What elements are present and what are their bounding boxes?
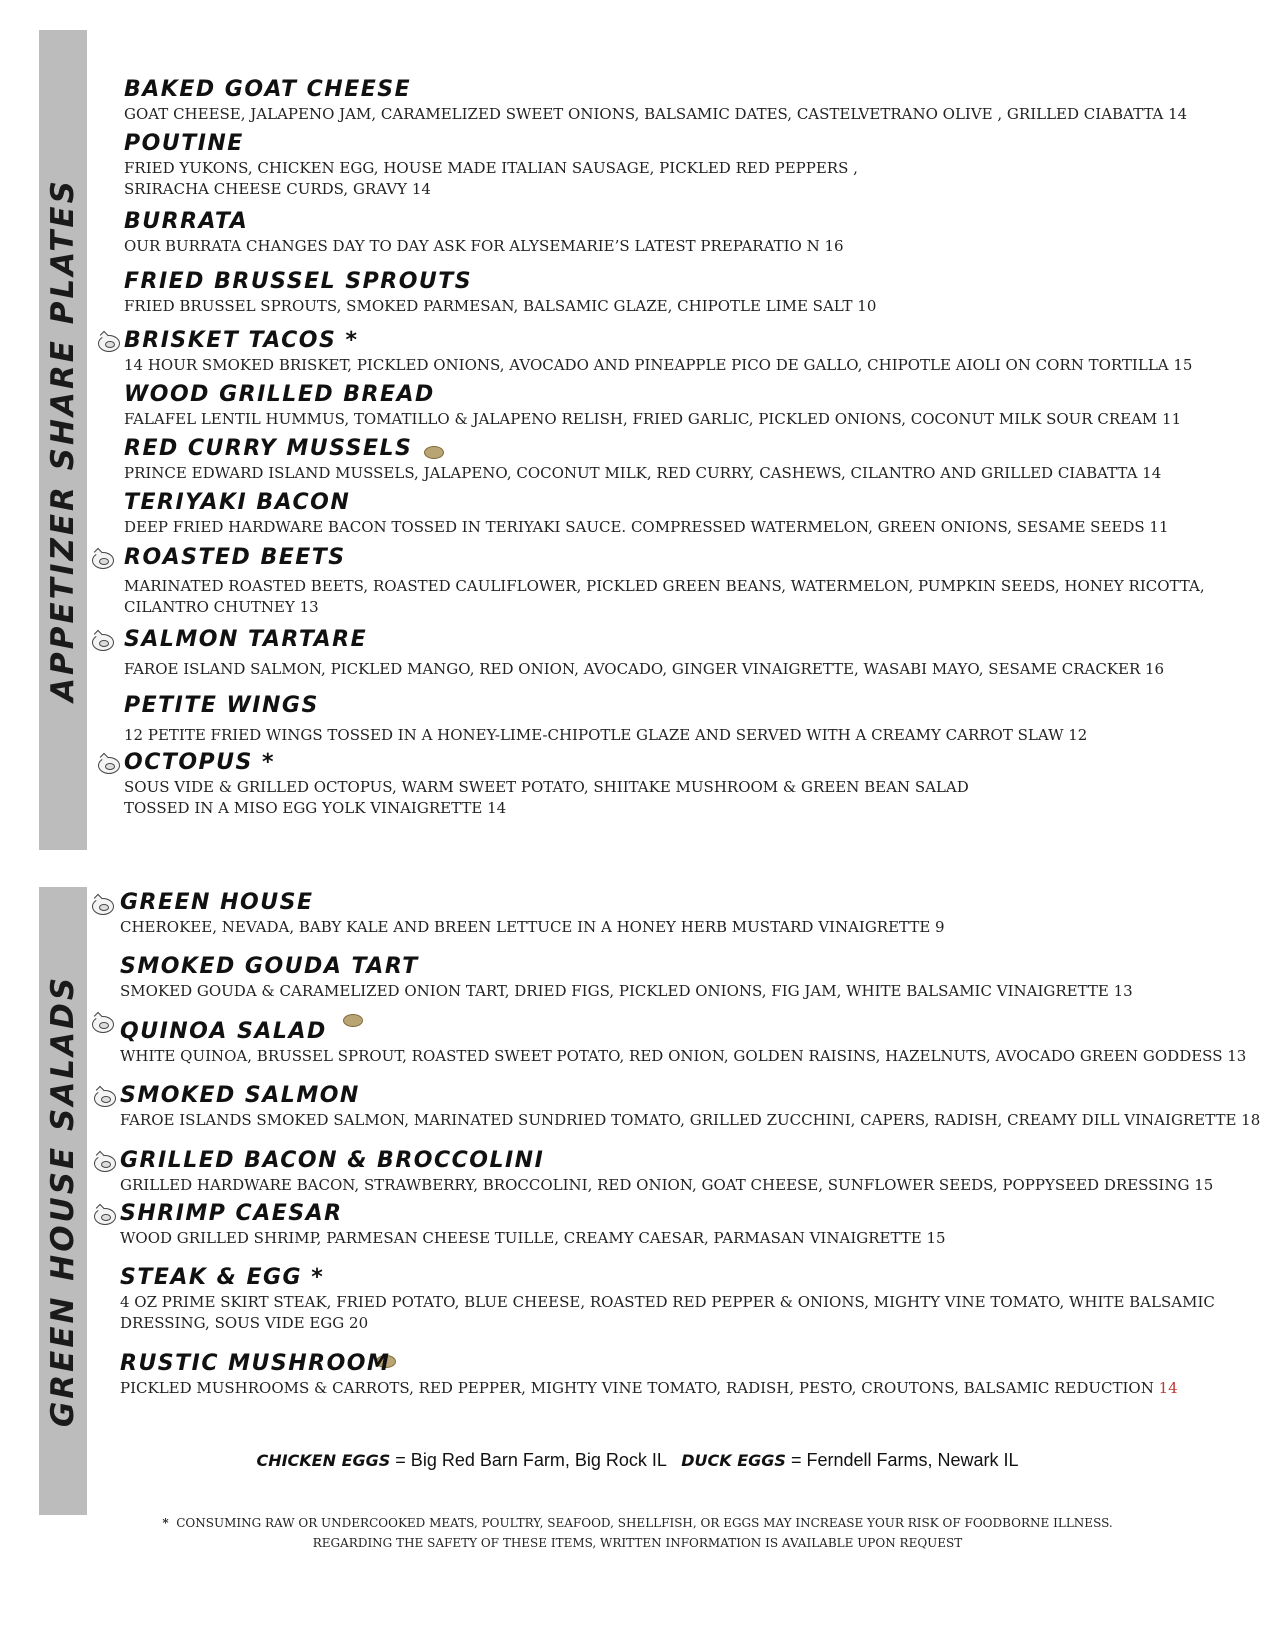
item-description: GRILLED HARDWARE BACON, STRAWBERRY, BROCCOLINI, RED ONION, GOAT CHEESE, SUNFLOWER SEEDS, POPPYSEED DRESSING 15 <box>120 1176 1214 1194</box>
item-name: RUSTIC MUSHROOM <box>120 1351 391 1376</box>
menu-item <box>124 208 844 257</box>
item-name: SMOKED SALMON <box>120 1083 360 1108</box>
pig-icon <box>92 634 114 651</box>
item-name: RED CURRY MUSSELS <box>124 436 413 461</box>
menu-item <box>124 692 1087 746</box>
item-name: BAKED GOAT CHEESE <box>124 77 412 102</box>
item-description: TOSSED IN A MISO EGG YOLK VINAIGRETTE 14 <box>124 799 507 817</box>
item-description: WHITE QUINOA, BRUSSEL SPROUT, ROASTED SWEET POTATO, RED ONION, GOLDEN RAISINS, HAZELNUTS, AVOCADO GREEN GODDESS 13 <box>120 1047 1247 1065</box>
duck-eggs-source: = Ferndell Farms, Newark IL <box>785 1450 1019 1470</box>
item-name: QUINOA SALAD <box>120 1019 327 1044</box>
menu-item <box>120 1200 946 1249</box>
pig-icon <box>98 757 120 774</box>
item-description-text: PICKLED MUSHROOMS & CARROTS, RED PEPPER, MIGHTY VINE TOMATO, RADISH, PESTO, CROUTONS, BALSAMIC REDUCTION <box>120 1379 1159 1397</box>
appetizer-section-title: APPETIZER SHARE PLATES <box>45 178 81 702</box>
pig-icon <box>98 335 120 352</box>
item-name: PETITE WINGS <box>124 693 319 718</box>
item-name: GRILLED BACON & BROCCOLINI <box>120 1148 545 1173</box>
menu-item <box>124 327 1192 376</box>
menu-item <box>120 1082 1260 1131</box>
pig-icon <box>92 898 114 915</box>
item-description: FRIED YUKONS, CHICKEN EGG, HOUSE MADE ITALIAN SAUSAGE, PICKLED RED PEPPERS , <box>124 159 858 177</box>
pig-icon <box>94 1090 116 1107</box>
item-description: PRINCE EDWARD ISLAND MUSSELS, JALAPENO, COCONUT MILK, RED CURRY, CASHEWS, CILANTRO AND GRILLED CIABATTA 14 <box>124 464 1162 482</box>
item-description: 12 PETITE FRIED WINGS TOSSED IN A HONEY-LIME-CHIPOTLE GLAZE AND SERVED WITH A CREAMY CARROT SLAW 12 <box>124 726 1088 744</box>
menu-item <box>124 130 858 200</box>
item-description: CILANTRO CHUTNEY 13 <box>124 598 319 616</box>
item-name: SMOKED GOUDA TART <box>120 954 419 979</box>
item-description: FRIED BRUSSEL SPROUTS, SMOKED PARMESAN, BALSAMIC GLAZE, CHIPOTLE LIME SALT 10 <box>124 297 877 315</box>
menu-item <box>124 489 1169 538</box>
duck-eggs-label: DUCK EGGS <box>681 1451 786 1470</box>
menu-item <box>124 381 1181 430</box>
pig-icon <box>94 1208 116 1225</box>
item-description: DRESSING, SOUS VIDE EGG 20 <box>120 1314 369 1332</box>
item-description: FAROE ISLANDS SMOKED SALMON, MARINATED SUNDRIED TOMATO, GRILLED ZUCCHINI, CAPERS, RADISH, CREAMY DILL VINAIGRETTE 18 <box>120 1111 1261 1129</box>
salads-section-title: GREEN HOUSE SALADS <box>45 974 81 1428</box>
pig-icon <box>92 552 114 569</box>
pig-icon <box>94 1155 116 1172</box>
item-name: TERIYAKI BACON <box>124 490 351 515</box>
item-description: SRIRACHA CHEESE CURDS, GRAVY 14 <box>124 180 431 198</box>
item-description: SOUS VIDE & GRILLED OCTOPUS, WARM SWEET POTATO, SHIITAKE MUSHROOM & GREEN BEAN SALAD <box>124 778 969 796</box>
chicken-eggs-source: = Big Red Barn Farm, Big Rock IL <box>390 1450 682 1470</box>
item-description: SMOKED GOUDA & CARAMELIZED ONION TART, DRIED FIGS, PICKLED ONIONS, FIG JAM, WHITE BALSAMIC VINAIGRETTE 13 <box>120 982 1133 1000</box>
item-name: STEAK & EGG * <box>120 1265 325 1290</box>
menu-item <box>120 1018 1246 1067</box>
item-name: WOOD GRILLED BREAD <box>124 382 435 407</box>
menu-item <box>120 1350 1178 1399</box>
menu-item <box>124 76 1187 125</box>
item-name: OCTOPUS * <box>124 750 276 775</box>
item-description: OUR BURRATA CHANGES DAY TO DAY ASK FOR ALYSEMARIE’S LATEST PREPARATIO N 16 <box>124 237 844 255</box>
item-description: CHEROKEE, NEVADA, BABY KALE AND BREEN LETTUCE IN A HONEY HERB MUSTARD VINAIGRETTE 9 <box>120 918 945 936</box>
item-name: POUTINE <box>124 131 244 156</box>
health-disclaimer <box>0 1513 1275 1553</box>
item-description: DEEP FRIED HARDWARE BACON TOSSED IN TERIYAKI SAUCE. COMPRESSED WATERMELON, GREEN ONIONS, SESAME SEEDS 11 <box>124 518 1169 536</box>
item-name: BRISKET TACOS * <box>124 328 359 353</box>
menu-item <box>120 953 1133 1002</box>
item-description: FALAFEL LENTIL HUMMUS, TOMATILLO & JALAPENO RELISH, FRIED GARLIC, PICKLED ONIONS, COCONUT MILK SOUR CREAM 11 <box>124 410 1182 428</box>
item-description: 4 OZ PRIME SKIRT STEAK, FRIED POTATO, BLUE CHEESE, ROASTED RED PEPPER & ONIONS, MIGHTY VINE TOMATO, WHITE BALSAMIC <box>120 1293 1215 1311</box>
menu-item <box>124 749 969 819</box>
menu-item <box>124 435 1161 484</box>
menu-item <box>124 626 1164 680</box>
appetizer-section-band <box>39 30 87 850</box>
pig-icon <box>92 1016 114 1033</box>
salads-section-band <box>39 887 87 1515</box>
menu-item <box>120 1264 1215 1334</box>
item-name: ROASTED BEETS <box>124 545 346 570</box>
chicken-eggs-label: CHICKEN EGGS <box>256 1451 391 1470</box>
disclaimer-line-2: REGARDING THE SAFETY OF THESE ITEMS, WRITTEN INFORMATION IS AVAILABLE UPON REQUEST <box>312 1536 963 1550</box>
menu-item <box>120 889 945 938</box>
item-description: GOAT CHEESE, JALAPENO JAM, CARAMELIZED SWEET ONIONS, BALSAMIC DATES, CASTELVETRANO OLIVE , GRILLED CIABATTA 14 <box>124 105 1188 123</box>
menu-item <box>124 268 876 317</box>
egg-sources-note <box>0 1450 1275 1471</box>
item-name: BURRATA <box>124 209 249 234</box>
item-name: GREEN HOUSE <box>120 890 314 915</box>
menu-item <box>120 1147 1213 1196</box>
item-price: 14 <box>1158 1379 1178 1397</box>
item-description: 14 HOUR SMOKED BRISKET, PICKLED ONIONS, AVOCADO AND PINEAPPLE PICO DE GALLO, CHIPOTLE AIOLI ON CORN TORTILLA 15 <box>124 356 1193 374</box>
menu-item <box>124 544 1205 618</box>
item-name: SALMON TARTARE <box>124 627 368 652</box>
item-name: FRIED BRUSSEL SPROUTS <box>124 269 473 294</box>
item-description: WOOD GRILLED SHRIMP, PARMESAN CHEESE TUILLE, CREAMY CAESAR, PARMASAN VINAIGRETTE 15 <box>120 1229 946 1247</box>
item-description: FAROE ISLAND SALMON, PICKLED MANGO, RED ONION, AVOCADO, GINGER VINAIGRETTE, WASABI MAYO, SESAME CRACKER 16 <box>124 660 1165 678</box>
disclaimer-line-1: CONSUMING RAW OR UNDERCOOKED MEATS, POULTRY, SEAFOOD, SHELLFISH, OR EGGS MAY INCREASE YOUR RISK OF FOODBORNE ILLNESS. <box>168 1516 1113 1530</box>
item-description: MARINATED ROASTED BEETS, ROASTED CAULIFLOWER, PICKLED GREEN BEANS, WATERMELON, PUMPKIN SEEDS, HONEY RICOTTA, <box>124 577 1205 595</box>
item-description <box>120 1378 1178 1399</box>
item-name: SHRIMP CAESAR <box>120 1201 343 1226</box>
disclaimer-star: * <box>162 1516 169 1530</box>
